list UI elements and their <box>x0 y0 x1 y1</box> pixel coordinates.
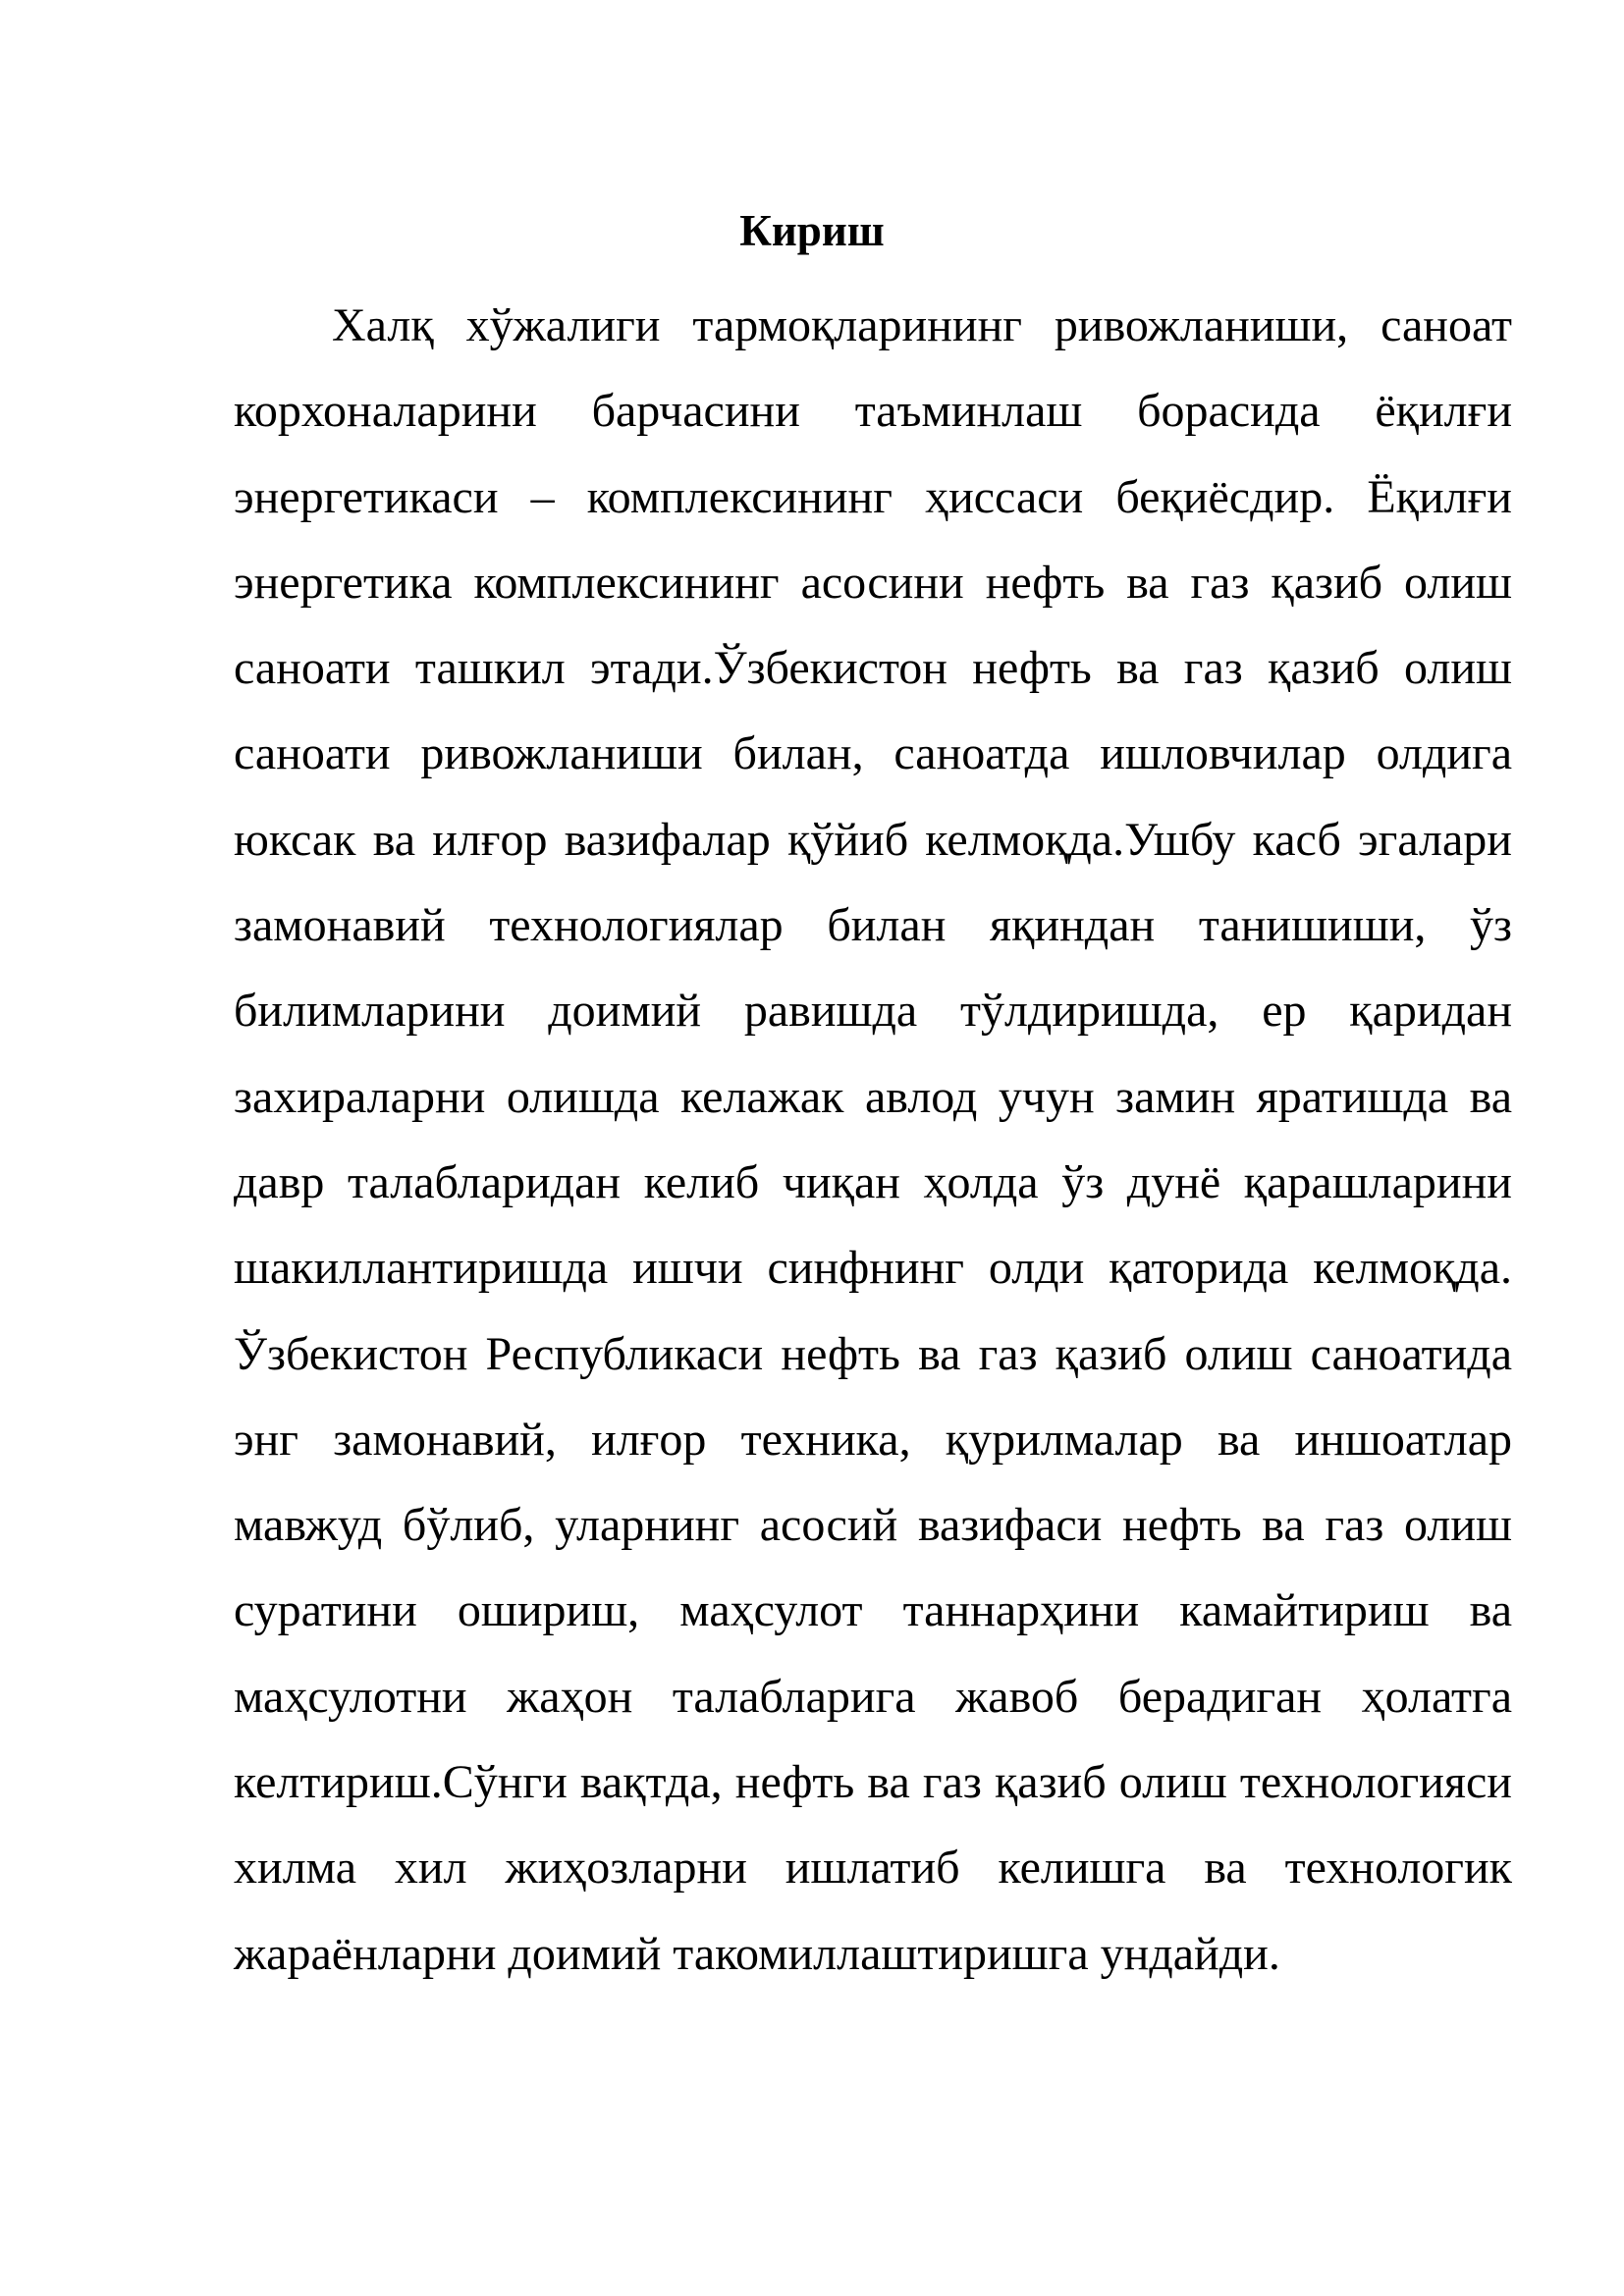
document-paragraph: Халқ хўжалиги тармоқларининг ривожланиши, саноат корхоналарини барчасини таъминлаш борасида ёқилғи энергетикаси – комплексининг ҳиссаси беқиёсдир. Ёқилғи энергетика комплексининг асосини нефть ва газ қазиб олиш саноати ташкил этади.Ўзбекистон нефть ва газ қазиб олиш саноати ривожланиши билан, саноатда ишловчилар олдига юксак ва илғор вазифалар қўйиб келмоқда.Ушбу касб эгалари замонавий технологиялар билан яқиндан танишиши, ўз билимларини доимий равишда тўлдиришда, ер қаридан захираларни олишда келажак авлод учун замин яратишда ва давр талабларидан келиб чиқан ҳолда ўз дунё қарашларини шакиллантиришда ишчи синфнинг олди қаторида келмоқда. Ўзбекистон Республикаси нефть ва газ қазиб олиш саноатида энг замонавий, илғор техника, қурилмалар ва иншоатлар мавжуд бўлиб, уларнинг асосий вазифаси нефть ва газ олиш суратини ошириш, маҳсулот таннарҳини камайтириш ва маҳсулотни жаҳон талабларига жавоб берадиган ҳолатга келтириш.Сўнги вақтда, нефть ва газ қазиб олиш технологияси хилма хил жиҳозларни ишлатиб келишга ва технологик жараёнларни доимий такомиллаштиришга ундайди. <box>234 299 1512 1980</box>
document-title: Кириш <box>739 206 885 255</box>
